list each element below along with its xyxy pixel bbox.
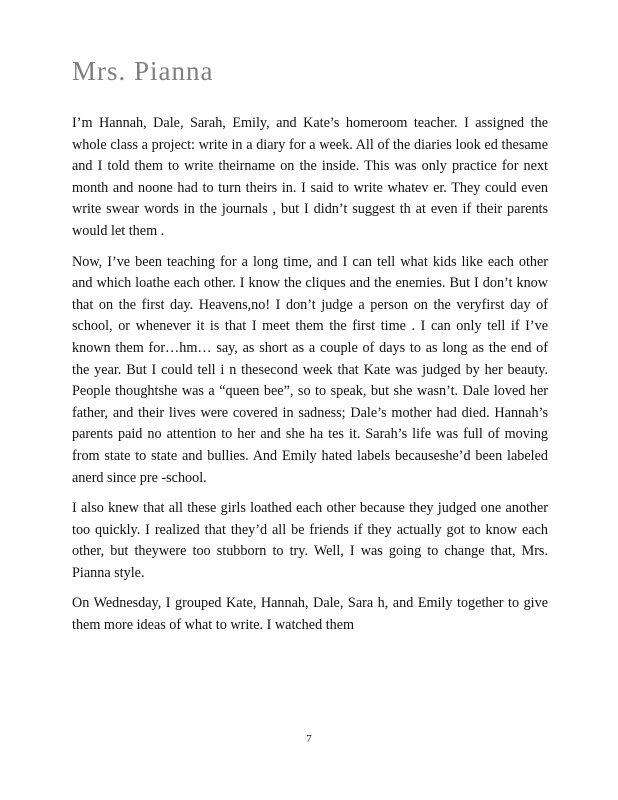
body-text bbox=[72, 113, 548, 646]
chapter-title: Mrs. Pianna bbox=[72, 56, 214, 86]
paragraph: I’m Hannah, Dale, Sarah, Emily, and Kate’s homeroom teacher. I assigned the whole class a project: write in a diary for a week. All of the diaries look ed thesame and I told them to write theirname on the inside. This was only practice for next month and noone had to turn theirs in. I said to write whatev er. They could even write swear words in the journals , but I didn’t suggest th at even if their parents would let them . bbox=[72, 115, 548, 239]
paragraph: Now, I’ve been teaching for a long time, and I can tell what kids like each other and which loathe each other. I know the cliques and the enemies. But I don’t know that on the first day. Heavens,no! I don’t judge a person on the veryfirst day of school, or whenever it is that I meet them the first time . I can only tell if I’ve known them for…hm… say, as short as a couple of days to as long as the end of the year. But I could tell i n thesecond week that Kate was judged by her beauty. People thoughtshe was a “queen bee”, so to speak, but she wasn’t. Dale loved her father, and their lives were covered in sadness; Dale’s mother had died. Hannah’s parents paid no attention to her and she ha tes it. Sarah’s life was full of moving from state to state and bullies. And Emily hated labels becauseshe’d been labeled anerd since pre -school. bbox=[72, 253, 548, 486]
paragraph: On Wednesday, I grouped Kate, Hannah, Dale, Sara h, and Emily together to give them more ideas of what to write. I watched them bbox=[72, 595, 548, 634]
paragraph: I also knew that all these girls loathed each other because they judged one another too quickly. I realized that they’d all be friends if they actually got to know each other, but theywere too stubborn to try. Well, I was going to change that, Mrs. Pianna style. bbox=[72, 500, 548, 581]
page-number: 7 bbox=[306, 733, 312, 745]
